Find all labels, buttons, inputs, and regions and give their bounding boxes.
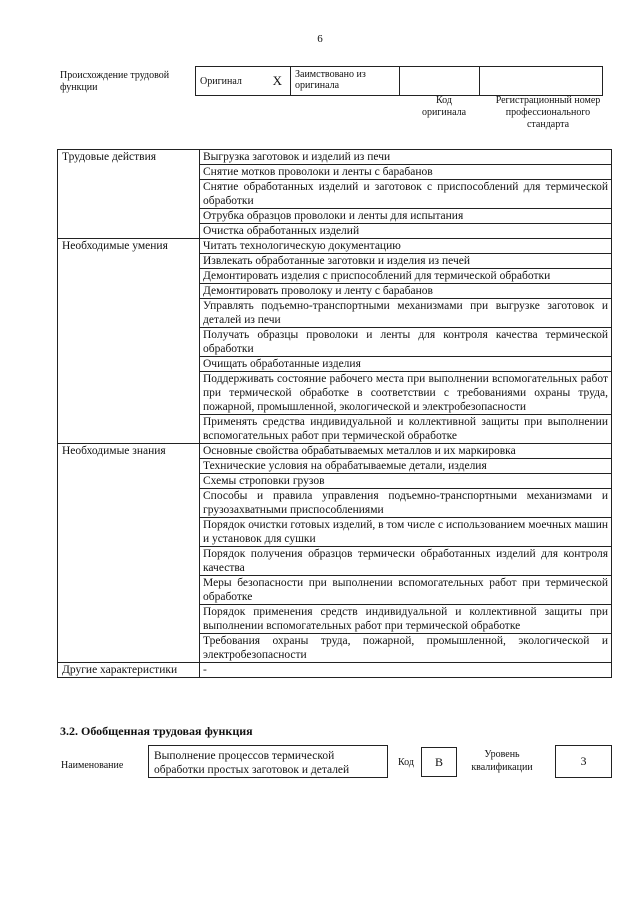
origin-original-cell xyxy=(196,67,291,96)
knowledge-item: Порядок применения средств индивидуальной и коллективной защиты при выполнении вспомогательных работ при термической обработке xyxy=(200,605,612,634)
origin-table xyxy=(195,66,603,96)
origin-reg-caption: Регистрационный номер профессионального стандарта xyxy=(495,95,601,130)
skills-item: Получать образцы проволоки и ленты для контроля качества термической обработки xyxy=(200,328,612,357)
knowledge-item: Порядок очистки готовых изделий, в том числе с использованием моечных машин и установок для сушки xyxy=(200,518,612,547)
skills-item: Демонтировать изделия с приспособлений для термической обработки xyxy=(200,269,612,284)
skills-item: Применять средства индивидуальной и коллективной защиты при выполнении вспомогательных работ при термической обработке xyxy=(200,415,612,444)
knowledge-item: Меры безопасности при выполнении вспомогательных работ при термической обработке xyxy=(200,576,612,605)
origin-reg-number-cell xyxy=(480,67,603,96)
qualification-level-value: 3 xyxy=(555,745,612,778)
labor-actions-item: Снятие обработанных изделий и заготовок с приспособлений для термической обработки xyxy=(200,180,612,209)
table-row xyxy=(58,663,612,678)
skills-item: Извлекать обработанные заготовки и изделия из печей xyxy=(200,254,612,269)
skills-item: Демонтировать проволоку и ленту с барабанов xyxy=(200,284,612,299)
other-characteristics-label: Другие характеристики xyxy=(58,663,200,678)
skills-item: Управлять подъемно-транспортными механизмами при выгрузке заготовок и деталей из печи xyxy=(200,299,612,328)
labor-actions-item: Отрубка образцов проволоки и ленты для испытания xyxy=(200,209,612,224)
section-title: 3.2. Обобщенная трудовая функция xyxy=(60,724,253,738)
origin-borrowed-cell: Заимствовано из оригинала xyxy=(291,67,400,96)
labor-actions-item: Очистка обработанных изделий xyxy=(200,224,612,239)
gen-function-code-value: B xyxy=(421,747,457,777)
knowledge-item: Схемы строповки грузов xyxy=(200,474,612,489)
skills-item: Читать технологическую документацию xyxy=(200,239,612,254)
table-row xyxy=(58,150,612,165)
other-characteristics-value: - xyxy=(200,663,612,678)
table-row xyxy=(58,444,612,459)
skills-label: Необходимые умения xyxy=(58,239,200,444)
knowledge-label: Необходимые знания xyxy=(58,444,200,663)
page-number: 6 xyxy=(317,33,323,45)
gen-function-name-value: Выполнение процессов термической обработки простых заготовок и деталей xyxy=(148,745,388,778)
gen-function-name-label: Наименование xyxy=(61,760,124,771)
skills-item: Поддерживать состояние рабочего места при выполнении вспомогательных работ при термической обработке в соответствии с требованиями охраны труда, пожарной, промышленной, экологической и электробезопасности xyxy=(200,372,612,415)
labor-actions-item: Выгрузка заготовок и изделий из печи xyxy=(200,150,612,165)
knowledge-item: Способы и правила управления подъемно-транспортными механизмами и грузозахватными приспособлениями xyxy=(200,489,612,518)
qualification-level-label: Уровень квалификации xyxy=(471,749,533,773)
origin-original-mark: X xyxy=(272,73,282,88)
knowledge-item: Требования охраны труда, пожарной, промышленной, экологической и электробезопасности xyxy=(200,634,612,663)
skills-item: Очищать обработанные изделия xyxy=(200,357,612,372)
labor-function-table xyxy=(57,149,612,678)
knowledge-item: Технические условия на обрабатываемые детали, изделия xyxy=(200,459,612,474)
labor-actions-item: Снятие мотков проволоки и ленты с барабанов xyxy=(200,165,612,180)
origin-original-label: Оригинал xyxy=(200,76,242,87)
labor-actions-label: Трудовые действия xyxy=(58,150,200,239)
knowledge-item: Основные свойства обрабатываемых металлов и их маркировка xyxy=(200,444,612,459)
origin-label: Происхождение трудовой функции xyxy=(60,70,170,93)
knowledge-item: Порядок получения образцов термически обработанных изделий для контроля качества xyxy=(200,547,612,576)
table-row xyxy=(58,239,612,254)
origin-code-caption: Код оригинала xyxy=(421,95,467,118)
gen-function-code-label: Код xyxy=(398,757,414,768)
origin-code-cell xyxy=(400,67,480,96)
